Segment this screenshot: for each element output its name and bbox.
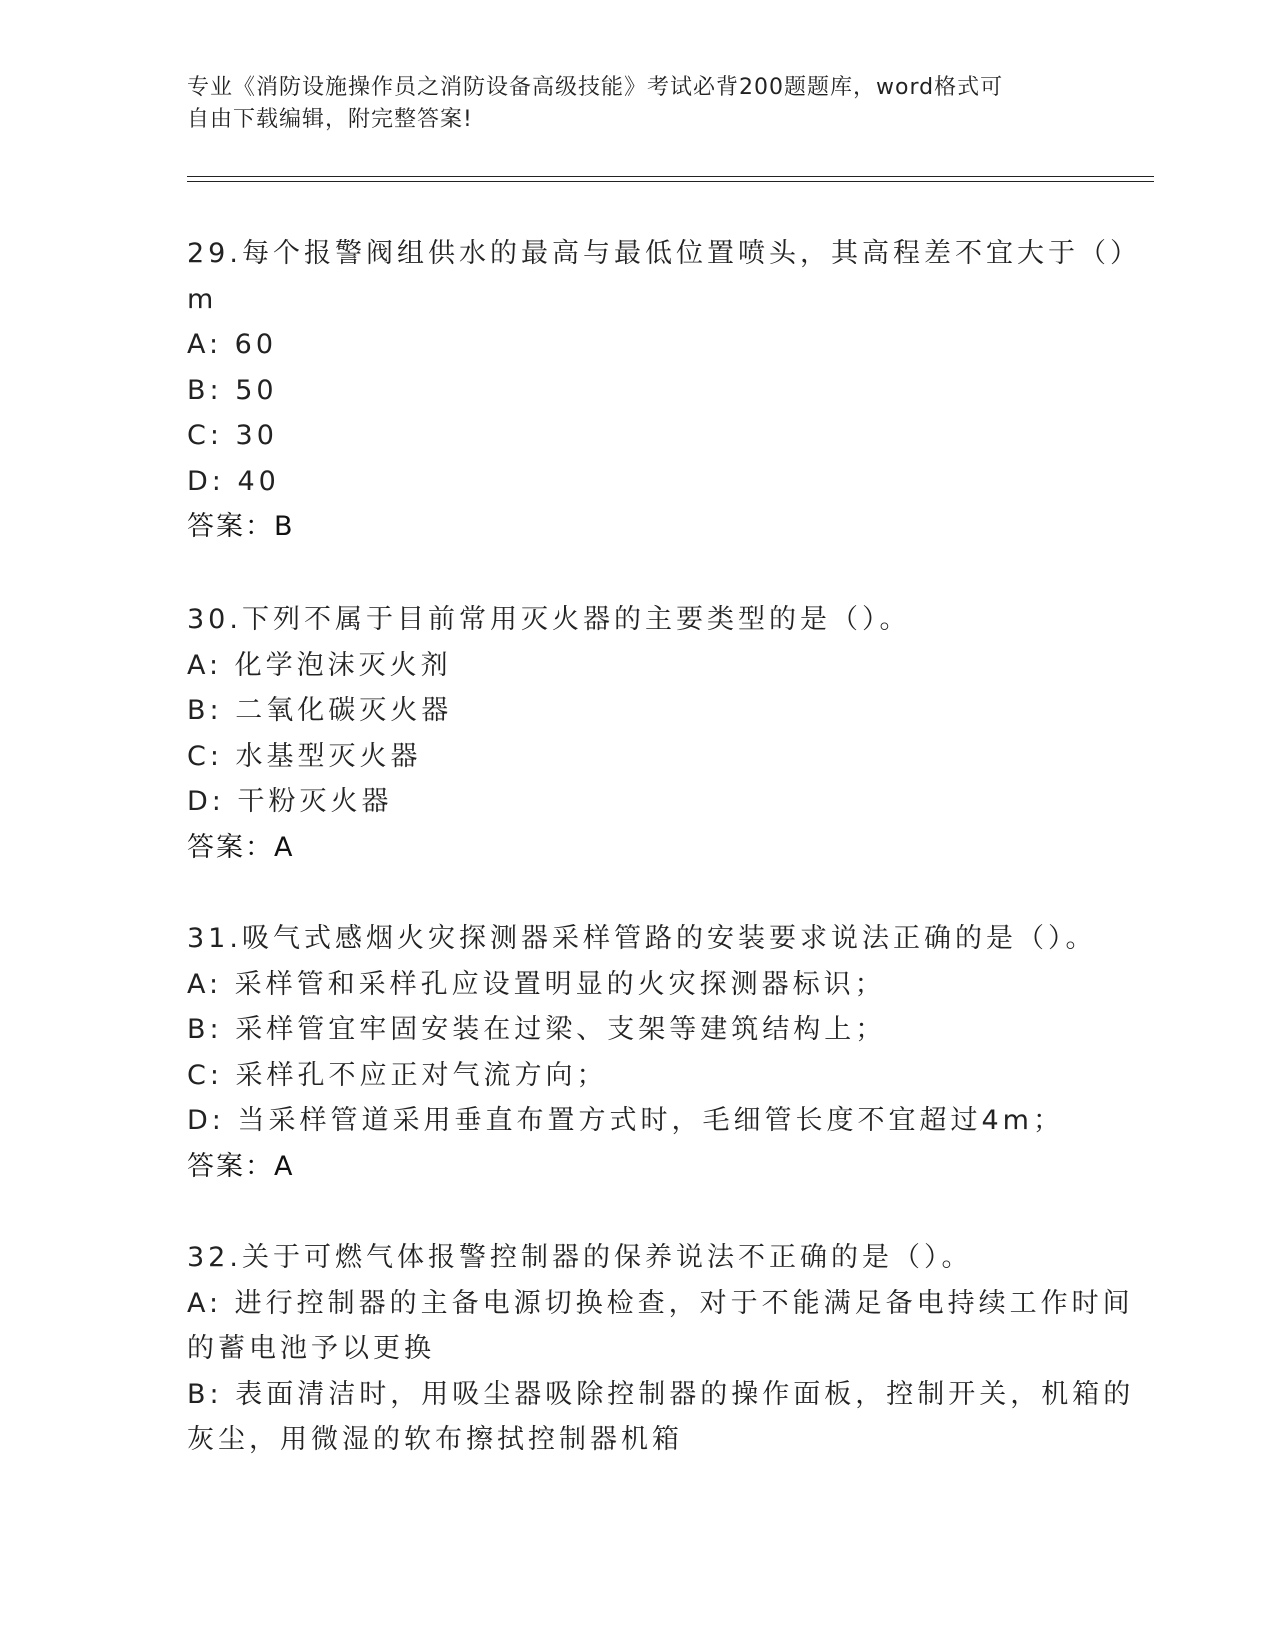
answer: 答案：B xyxy=(187,511,295,542)
option-d: D: 40 xyxy=(187,465,280,497)
question-stem: 30.下列不属于目前常用灭火器的主要类型的是（）。 xyxy=(187,604,911,635)
question-31 xyxy=(187,916,1097,1189)
option-b-continued: 灰尘，用微湿的软布擦拭控制器机箱 xyxy=(187,1424,683,1455)
option-d: D: 当采样管道采用垂直布置方式时，毛细管长度不宜超过4m； xyxy=(187,1105,1064,1136)
question-stem: 31.吸气式感烟火灾探测器采样管路的安装要求说法正确的是（）。 xyxy=(187,923,1097,954)
option-a-continued: 的蓄电池予以更换 xyxy=(187,1333,435,1364)
option-c: C: 采样孔不应正对气流方向； xyxy=(187,1059,608,1091)
question-30 xyxy=(187,597,1087,870)
option-b: B: 二氧化碳灭火器 xyxy=(187,695,453,726)
option-a: A: 进行控制器的主备电源切换检查，对于不能满足备电持续工作时间 xyxy=(187,1287,1134,1319)
answer: 答案：A xyxy=(187,1150,295,1182)
question-stem: 32.关于可燃气体报警控制器的保养说法不正确的是（）。 xyxy=(187,1242,973,1273)
question-29 xyxy=(187,231,1141,550)
header-title-line-1: 专业《消防设施操作员之消防设备高级技能》考试必背200题题库，word格式可 xyxy=(187,75,1004,100)
option-c: C: 30 xyxy=(187,420,278,451)
option-b: B: 表面清洁时，用吸尘器吸除控制器的操作面板，控制开关，机箱的 xyxy=(187,1378,1135,1410)
option-a: A: 化学泡沫灭火剂 xyxy=(187,649,452,681)
option-c: C: 水基型灭火器 xyxy=(187,740,422,772)
question-stem-continued: m xyxy=(187,283,218,315)
document-header xyxy=(187,72,1067,136)
answer: 答案：A xyxy=(187,831,295,863)
option-a: A: 60 xyxy=(187,329,278,360)
header-divider-top xyxy=(187,176,1154,177)
question-32 xyxy=(187,1235,1135,1463)
option-d: D: 干粉灭火器 xyxy=(187,786,393,817)
header-divider-bottom xyxy=(187,181,1154,182)
question-stem: 29.每个报警阀组供水的最高与最低位置喷头，其高程差不宜大于（） xyxy=(187,238,1141,269)
header-title-line-2: 自由下载编辑，附完整答案! xyxy=(187,107,473,132)
option-b: B: 50 xyxy=(187,374,278,406)
option-b: B: 采样管宜牢固安装在过梁、支架等建筑结构上； xyxy=(187,1014,887,1045)
option-a: A: 采样管和采样孔应设置明显的火灾探测器标识； xyxy=(187,968,886,1000)
